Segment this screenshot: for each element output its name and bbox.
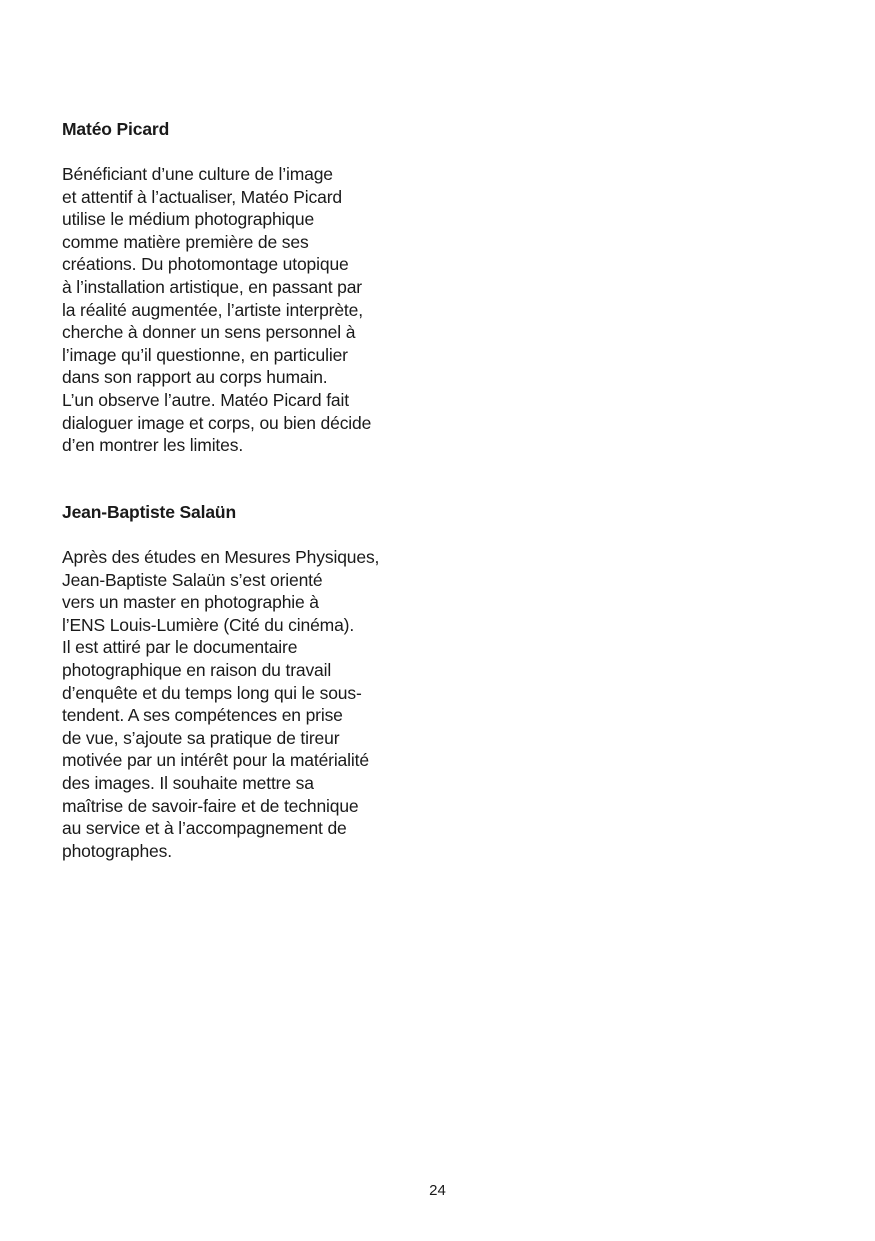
bio-line: utilise le médium photographique <box>62 209 315 230</box>
bio-line: la réalité augmentée, l’artiste interprète, <box>62 299 363 320</box>
bio-line: vers un master en photographie à <box>62 592 319 613</box>
bio-line: tendent. A ses compétences en prise <box>62 705 343 726</box>
bio-line: motivée par un intérêt pour la matérialité <box>62 750 369 771</box>
bio-line: dans son rapport au corps humain. <box>62 367 328 388</box>
bio-line: d’enquête et du temps long qui le sous- <box>62 682 362 703</box>
bio-text <box>62 546 422 862</box>
bio-line: d’en montrer les limites. <box>62 435 244 456</box>
bio-line: comme matière première de ses <box>62 231 309 252</box>
bio-line: l’image qu’il questionne, en particulier <box>62 344 348 365</box>
bio-line: maîtrise de savoir-faire et de technique <box>62 795 359 816</box>
page-number: 24 <box>429 1182 446 1199</box>
bio-line: créations. Du photomontage utopique <box>62 254 349 275</box>
bio-line: L’un observe l’autre. Matéo Picard fait <box>62 390 349 411</box>
bio-line: à l’installation artistique, en passant par <box>62 277 362 298</box>
bio-line: Après des études en Mesures Physiques, <box>62 547 380 568</box>
bio-name: Matéo Picard <box>62 119 170 139</box>
bio-text <box>62 163 422 457</box>
bio-line: au service et à l’accompagnement de <box>62 818 347 839</box>
bio-mateo-picard <box>62 118 422 457</box>
bio-line: dialoguer image et corps, ou bien décide <box>62 412 372 433</box>
bio-line: photographique en raison du travail <box>62 660 332 681</box>
bio-line: des images. Il souhaite mettre sa <box>62 773 314 794</box>
bio-line: Jean-Baptiste Salaün s’est orienté <box>62 569 323 590</box>
bio-line: l’ENS Louis-Lumière (Cité du cinéma). <box>62 614 355 635</box>
bio-line: cherche à donner un sens personnel à <box>62 322 356 343</box>
bio-jean-baptiste-salaun <box>62 501 422 862</box>
bio-line: et attentif à l’actualiser, Matéo Picard <box>62 186 342 207</box>
bio-name: Jean-Baptiste Salaün <box>62 502 236 522</box>
bio-line: de vue, s’ajoute sa pratique de tireur <box>62 727 340 748</box>
bio-line: Il est attiré par le documentaire <box>62 637 298 658</box>
bio-line: photographes. <box>62 840 172 861</box>
bio-line: Bénéficiant d’une culture de l’image <box>62 164 333 185</box>
